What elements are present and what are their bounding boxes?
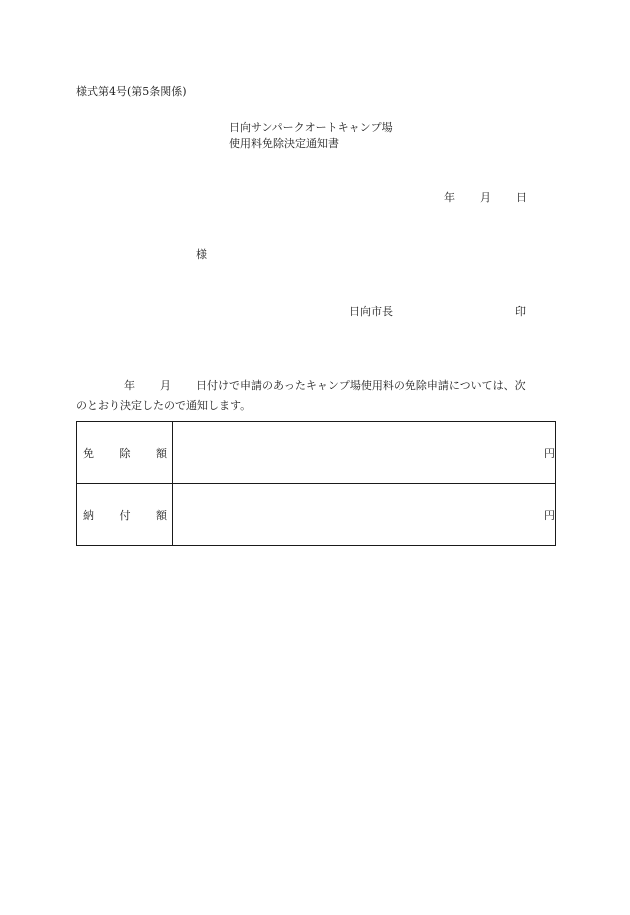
date-month-label: 月: [480, 191, 491, 204]
document-title-facility: 日向サンパークオートキャンプ場: [229, 121, 393, 134]
label-char: 納: [83, 508, 94, 522]
table-row-exemption: [77, 422, 556, 484]
issuer-name: 日向市長: [349, 305, 393, 318]
label-char: 額: [156, 508, 167, 522]
seal-mark: 印: [515, 305, 526, 318]
addressee-honorific: 様: [196, 248, 207, 261]
body-text-rest: 日付けで申請のあったキャンプ場使用料の免除申請については、次: [196, 379, 526, 392]
label-char: 除: [119, 446, 131, 460]
payment-amount-label: [77, 484, 173, 546]
label-char: 付: [119, 508, 131, 522]
yen-unit: 円: [544, 446, 555, 460]
label-char: 免: [83, 446, 94, 460]
exemption-amount-label: [77, 422, 173, 484]
date-year-label: 年: [444, 191, 455, 204]
document-title: 使用料免除決定通知書: [229, 137, 339, 150]
table-row-payment: [77, 484, 556, 546]
label-char: 額: [156, 446, 167, 460]
yen-unit: 円: [544, 508, 555, 522]
exemption-amount-value[interactable]: [173, 422, 556, 484]
amount-table: [76, 421, 556, 546]
body-year-label: 年: [124, 379, 135, 392]
body-month-label: 月: [160, 379, 171, 392]
payment-amount-value[interactable]: [173, 484, 556, 546]
date-day-label: 日: [516, 191, 527, 204]
form-number: 様式第4号(第5条関係): [76, 85, 187, 98]
body-text-line2: のとおり決定したので通知します。: [76, 399, 252, 412]
